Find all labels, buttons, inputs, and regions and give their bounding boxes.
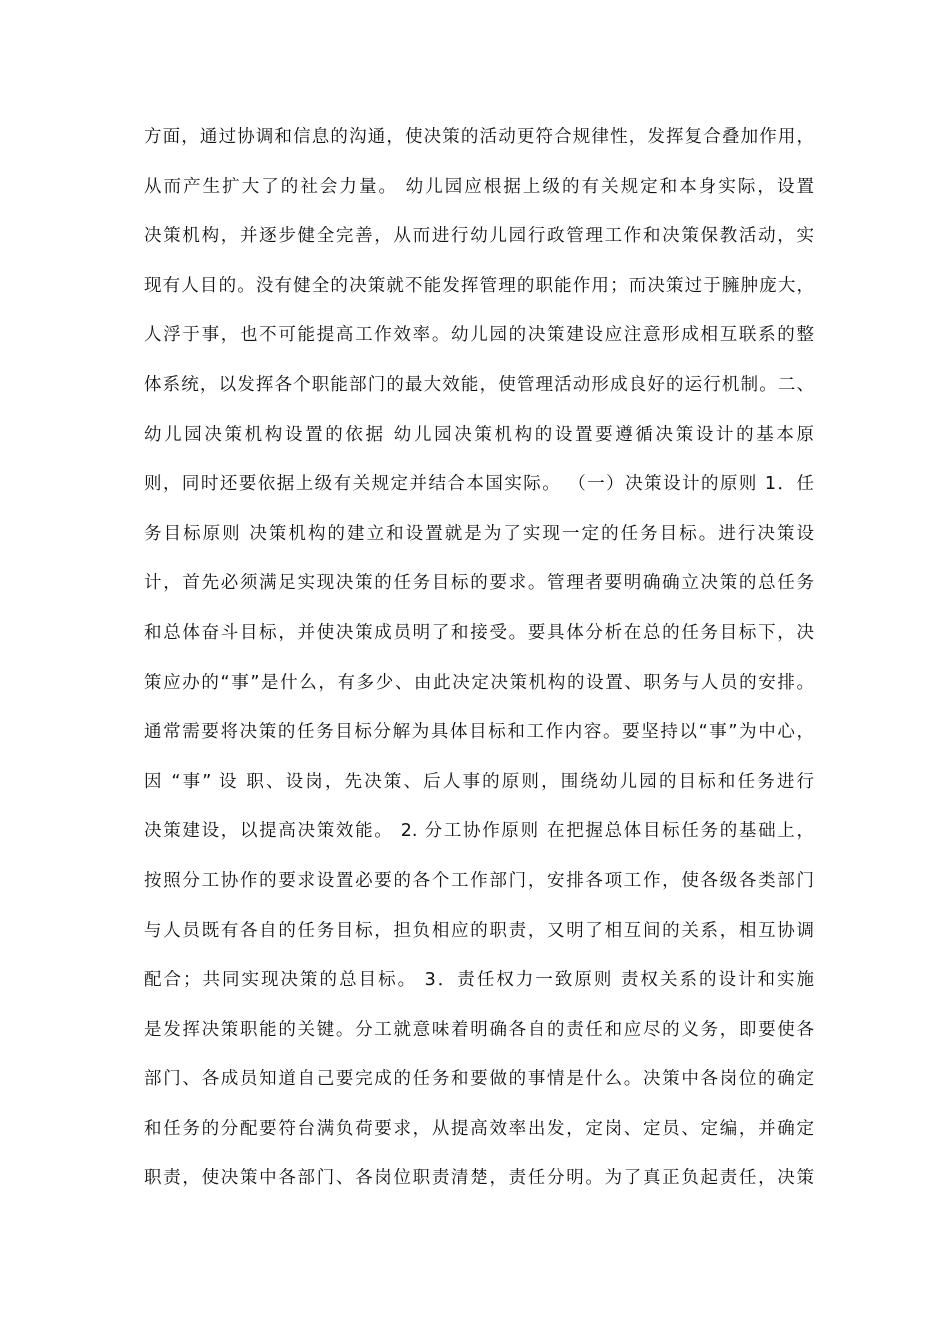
text-line: 决策建设，以提高决策效能。 2. 分工协作原则 在把握总体目标任务的基础上，: [144, 821, 814, 842]
body-text: [144, 117, 814, 1208]
text-line: 现有人目的。没有健全的决策就不能发挥管理的职能作用；而决策过于臃肿庞大，: [144, 275, 814, 296]
text-line: 和任务的分配要符台满负荷要求，从提高效率出发，定岗、定员、定编，并确定: [144, 1118, 814, 1139]
text-line: 因 “事” 设 职、设岗，先决策、后人事的原则，围绕幼儿园的目标和任务进行: [144, 771, 814, 792]
text-line: 体系统，以发挥各个职能部门的最大效能，使管理活动形成良好的运行机制。二、: [144, 374, 814, 395]
text-line: 配合；共同实现决策的总目标。 3．责任权力一致原则 责权关系的设计和实施: [144, 970, 814, 991]
text-line: 和总体奋斗目标，并使决策成员明了和接受。要具体分析在总的任务目标下，决: [144, 622, 814, 643]
text-line: 部门、各成员知道自己要完成的任务和要做的事情是什么。决策中各岗位的确定: [144, 1069, 814, 1090]
text-line: 职责，使决策中各部门、各岗位职责清楚，责任分明。为了真正负起责任，决策: [144, 1168, 814, 1189]
text-line: 幼儿园决策机构设置的依据 幼儿园决策机构的设置要遵循决策设计的基本原: [144, 424, 814, 445]
text-line: 计，首先必须满足实现决策的任务目标的要求。管理者要明确确立决策的总任务: [144, 573, 814, 594]
text-line: 从而产生扩大了的社会力量。 幼儿园应根据上级的有关规定和本身实际，设置: [144, 176, 814, 197]
text-line: 方面，通过协调和信息的沟通，使决策的活动更符合规律性，发挥复合叠加作用，: [144, 127, 814, 147]
text-line: 是发挥决策职能的关键。分工就意味着明确各自的责任和应尽的义务，即要使各: [144, 1019, 814, 1040]
text-line: 按照分工协作的要求设置必要的各个工作部门，安排各项工作，使各级各类部门: [144, 870, 814, 891]
text-line: 与人员既有各自的任务目标，担负相应的职责，又明了相互间的关系，相互协调: [144, 920, 814, 941]
text-line: 人浮于事，也不可能提高工作效率。幼儿园的决策建设应注意形成相互联系的整: [144, 325, 814, 346]
text-line: 通常需要将决策的任务目标分解为具体目标和工作内容。要坚持以“事”为中心，: [144, 722, 814, 743]
text-line: 策应办的“事”是什么，有多少、由此决定决策机构的设置、职务与人员的安排。: [144, 672, 814, 693]
text-line: 务目标原则 决策机构的建立和设置就是为了实现一定的任务目标。进行决策设: [144, 523, 814, 544]
text-line: 则，同时还要依据上级有关规定并结合本国实际。 （一）决策设计的原则 1．任: [144, 474, 814, 495]
text-line: 决策机构，并逐步健全完善，从而进行幼儿园行政管理工作和决策保教活动，实: [144, 226, 814, 247]
